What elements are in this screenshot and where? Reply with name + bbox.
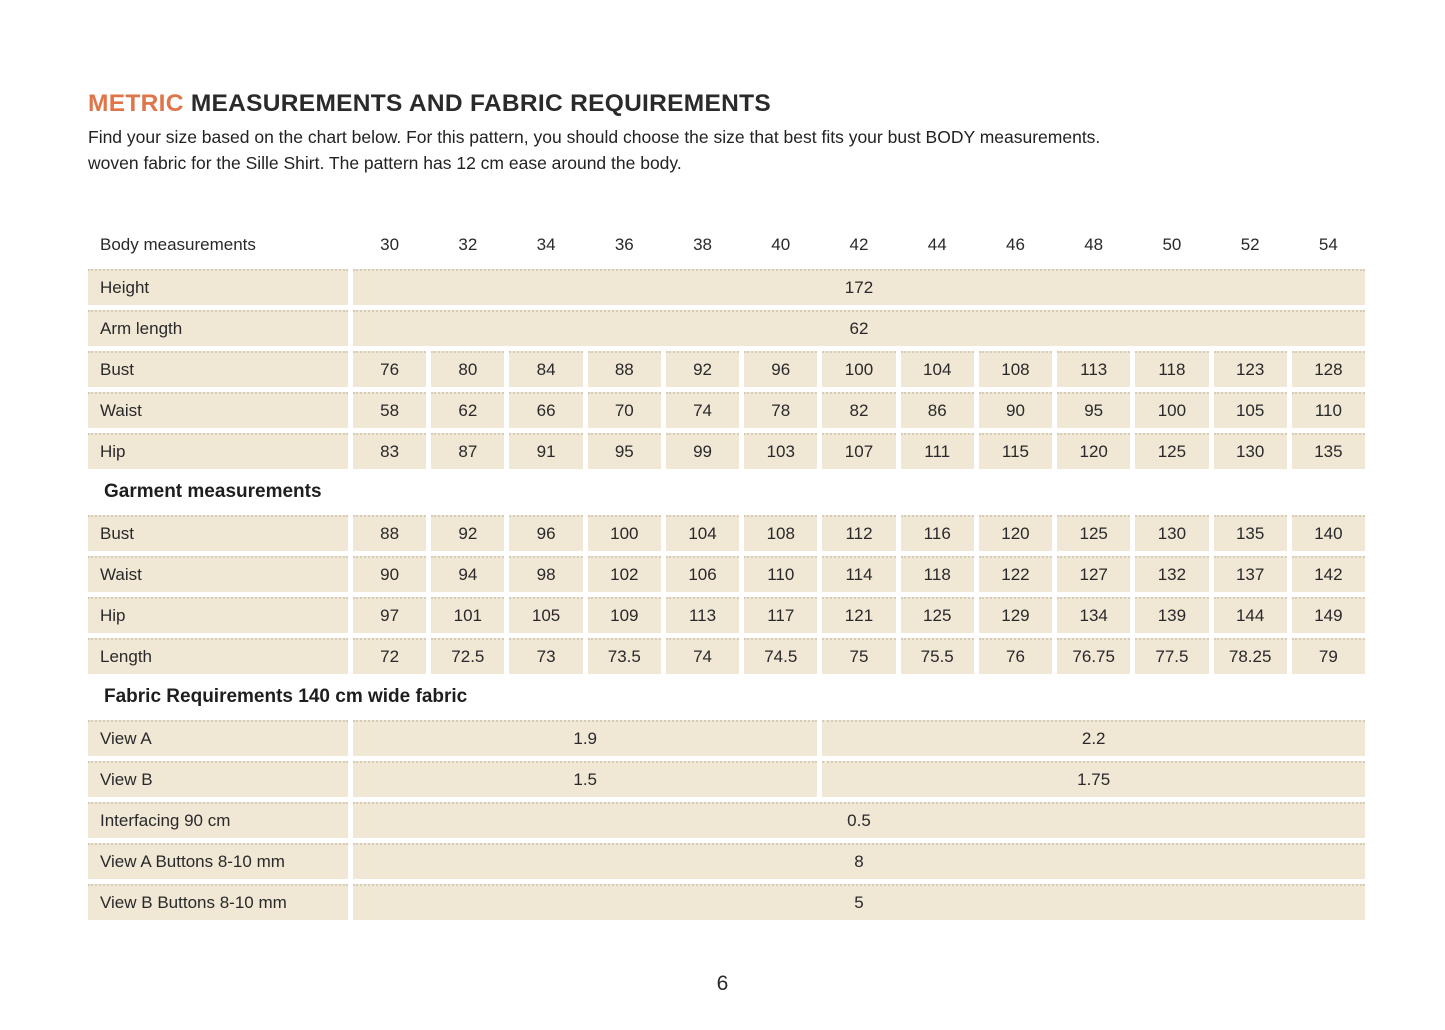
value-cell: 130 — [1135, 515, 1208, 551]
value-cell: 120 — [1057, 433, 1130, 469]
row-label: Arm length — [88, 310, 348, 346]
value-cell: 110 — [744, 556, 817, 592]
row-label: View B Buttons 8-10 mm — [88, 884, 348, 920]
value-cell: 103 — [744, 433, 817, 469]
row-label: Waist — [88, 392, 348, 428]
value-cell: 5 — [353, 884, 1365, 920]
value-cell: 66 — [509, 392, 582, 428]
value-cell: 74 — [666, 638, 739, 674]
size-column-header: 44 — [927, 235, 947, 254]
value-cell: 78.25 — [1214, 638, 1287, 674]
row-label: Length — [88, 638, 348, 674]
value-cell: 73 — [509, 638, 582, 674]
size-column-header: 46 — [1005, 235, 1025, 254]
value-cell: 121 — [822, 597, 895, 633]
value-cell: 111 — [901, 433, 974, 469]
size-column-header: 52 — [1240, 235, 1260, 254]
row-label: Height — [88, 269, 348, 305]
value-cell: 113 — [666, 597, 739, 633]
value-cell: 128 — [1292, 351, 1365, 387]
value-cell: 113 — [1057, 351, 1130, 387]
value-cell: 140 — [1292, 515, 1365, 551]
value-cell: 108 — [744, 515, 817, 551]
value-cell: 75.5 — [901, 638, 974, 674]
value-cell: 100 — [1135, 392, 1208, 428]
value-cell: 135 — [1292, 433, 1365, 469]
intro-paragraph — [88, 125, 1365, 176]
row-label: Hip — [88, 433, 348, 469]
value-cell: 107 — [822, 433, 895, 469]
value-cell: 0.5 — [353, 802, 1365, 838]
value-cell: 123 — [1214, 351, 1287, 387]
page-number: 6 — [716, 972, 729, 995]
value-cell: 84 — [509, 351, 582, 387]
value-cell: 125 — [1057, 515, 1130, 551]
table-header-label: Body measurements — [100, 235, 256, 254]
value-cell: 104 — [901, 351, 974, 387]
value-cell: 97 — [353, 597, 426, 633]
size-column-header: 40 — [771, 235, 791, 254]
value-cell: 139 — [1135, 597, 1208, 633]
value-cell: 118 — [901, 556, 974, 592]
value-cell: 92 — [431, 515, 504, 551]
value-cell: 120 — [979, 515, 1052, 551]
value-cell: 134 — [1057, 597, 1130, 633]
measurements-table — [88, 226, 1365, 920]
value-cell: 101 — [431, 597, 504, 633]
value-cell: 76 — [353, 351, 426, 387]
intro-line-2: woven fabric for the Sille Shirt. The pattern has 12 cm ease around the body. — [88, 152, 682, 173]
size-column-header: 34 — [536, 235, 556, 254]
value-cell: 88 — [353, 515, 426, 551]
page-title-highlight: METRIC — [88, 90, 184, 117]
value-cell: 72.5 — [431, 638, 504, 674]
value-cell: 135 — [1214, 515, 1287, 551]
value-cell: 142 — [1292, 556, 1365, 592]
row-label: View A Buttons 8-10 mm — [88, 843, 348, 879]
value-cell: 130 — [1214, 433, 1287, 469]
value-cell: 96 — [744, 351, 817, 387]
value-cell: 98 — [509, 556, 582, 592]
value-cell: 76.75 — [1057, 638, 1130, 674]
value-cell: 80 — [431, 351, 504, 387]
value-cell: 116 — [901, 515, 974, 551]
value-cell: 75 — [822, 638, 895, 674]
value-cell: 74 — [666, 392, 739, 428]
value-cell: 105 — [1214, 392, 1287, 428]
row-label: View A — [88, 720, 348, 756]
size-column-header: 32 — [458, 235, 478, 254]
section-heading: Garment measurements — [104, 481, 322, 502]
value-cell: 74.5 — [744, 638, 817, 674]
value-cell: 86 — [901, 392, 974, 428]
row-label: View B — [88, 761, 348, 797]
value-cell: 96 — [509, 515, 582, 551]
size-column-header: 54 — [1318, 235, 1338, 254]
value-cell: 115 — [979, 433, 1052, 469]
value-cell: 100 — [822, 351, 895, 387]
value-cell: 132 — [1135, 556, 1208, 592]
row-label: Waist — [88, 556, 348, 592]
row-label: Interfacing 90 cm — [88, 802, 348, 838]
value-cell: 117 — [744, 597, 817, 633]
value-cell: 1.5 — [353, 761, 817, 797]
size-column-header: 50 — [1162, 235, 1182, 254]
value-cell: 99 — [666, 433, 739, 469]
page-title-rest: MEASUREMENTS AND FABRIC REQUIREMENTS — [183, 90, 772, 117]
value-cell: 83 — [353, 433, 426, 469]
page-title — [88, 90, 1365, 118]
value-cell: 2.2 — [822, 720, 1365, 756]
value-cell: 102 — [588, 556, 661, 592]
row-label: Bust — [88, 515, 348, 551]
value-cell: 72 — [353, 638, 426, 674]
value-cell: 76 — [979, 638, 1052, 674]
value-cell: 106 — [666, 556, 739, 592]
value-cell: 172 — [353, 269, 1365, 305]
size-column-header: 36 — [614, 235, 634, 254]
value-cell: 125 — [901, 597, 974, 633]
value-cell: 92 — [666, 351, 739, 387]
value-cell: 110 — [1292, 392, 1365, 428]
value-cell: 1.75 — [822, 761, 1365, 797]
value-cell: 112 — [822, 515, 895, 551]
row-label: Hip — [88, 597, 348, 633]
value-cell: 129 — [979, 597, 1052, 633]
value-cell: 77.5 — [1135, 638, 1208, 674]
value-cell: 62 — [353, 310, 1365, 346]
document-page — [88, 90, 1365, 920]
value-cell: 109 — [588, 597, 661, 633]
value-cell: 108 — [979, 351, 1052, 387]
value-cell: 88 — [588, 351, 661, 387]
value-cell: 62 — [431, 392, 504, 428]
value-cell: 73.5 — [588, 638, 661, 674]
value-cell: 82 — [822, 392, 895, 428]
size-column-header: 48 — [1084, 235, 1104, 254]
value-cell: 91 — [509, 433, 582, 469]
value-cell: 122 — [979, 556, 1052, 592]
value-cell: 125 — [1135, 433, 1208, 469]
section-heading: Fabric Requirements 140 cm wide fabric — [104, 686, 468, 707]
value-cell: 90 — [353, 556, 426, 592]
value-cell: 78 — [744, 392, 817, 428]
value-cell: 94 — [431, 556, 504, 592]
value-cell: 137 — [1214, 556, 1287, 592]
size-column-header: 38 — [693, 235, 712, 254]
value-cell: 100 — [588, 515, 661, 551]
value-cell: 87 — [431, 433, 504, 469]
value-cell: 8 — [353, 843, 1365, 879]
row-label: Bust — [88, 351, 348, 387]
size-column-header: 30 — [380, 235, 400, 254]
value-cell: 118 — [1135, 351, 1208, 387]
value-cell: 58 — [353, 392, 426, 428]
value-cell: 149 — [1292, 597, 1365, 633]
value-cell: 144 — [1214, 597, 1287, 633]
value-cell: 1.9 — [353, 720, 817, 756]
size-column-header: 42 — [849, 235, 869, 254]
value-cell: 127 — [1057, 556, 1130, 592]
value-cell: 95 — [1057, 392, 1130, 428]
value-cell: 95 — [588, 433, 661, 469]
value-cell: 104 — [666, 515, 739, 551]
value-cell: 114 — [822, 556, 895, 592]
intro-line-1: Find your size based on the chart below. For this pattern, you should choose the size that best fits your bust BODY measurements. — [88, 127, 1101, 147]
value-cell: 70 — [588, 392, 661, 428]
value-cell: 79 — [1292, 638, 1365, 674]
value-cell: 90 — [979, 392, 1052, 428]
value-cell: 105 — [509, 597, 582, 633]
